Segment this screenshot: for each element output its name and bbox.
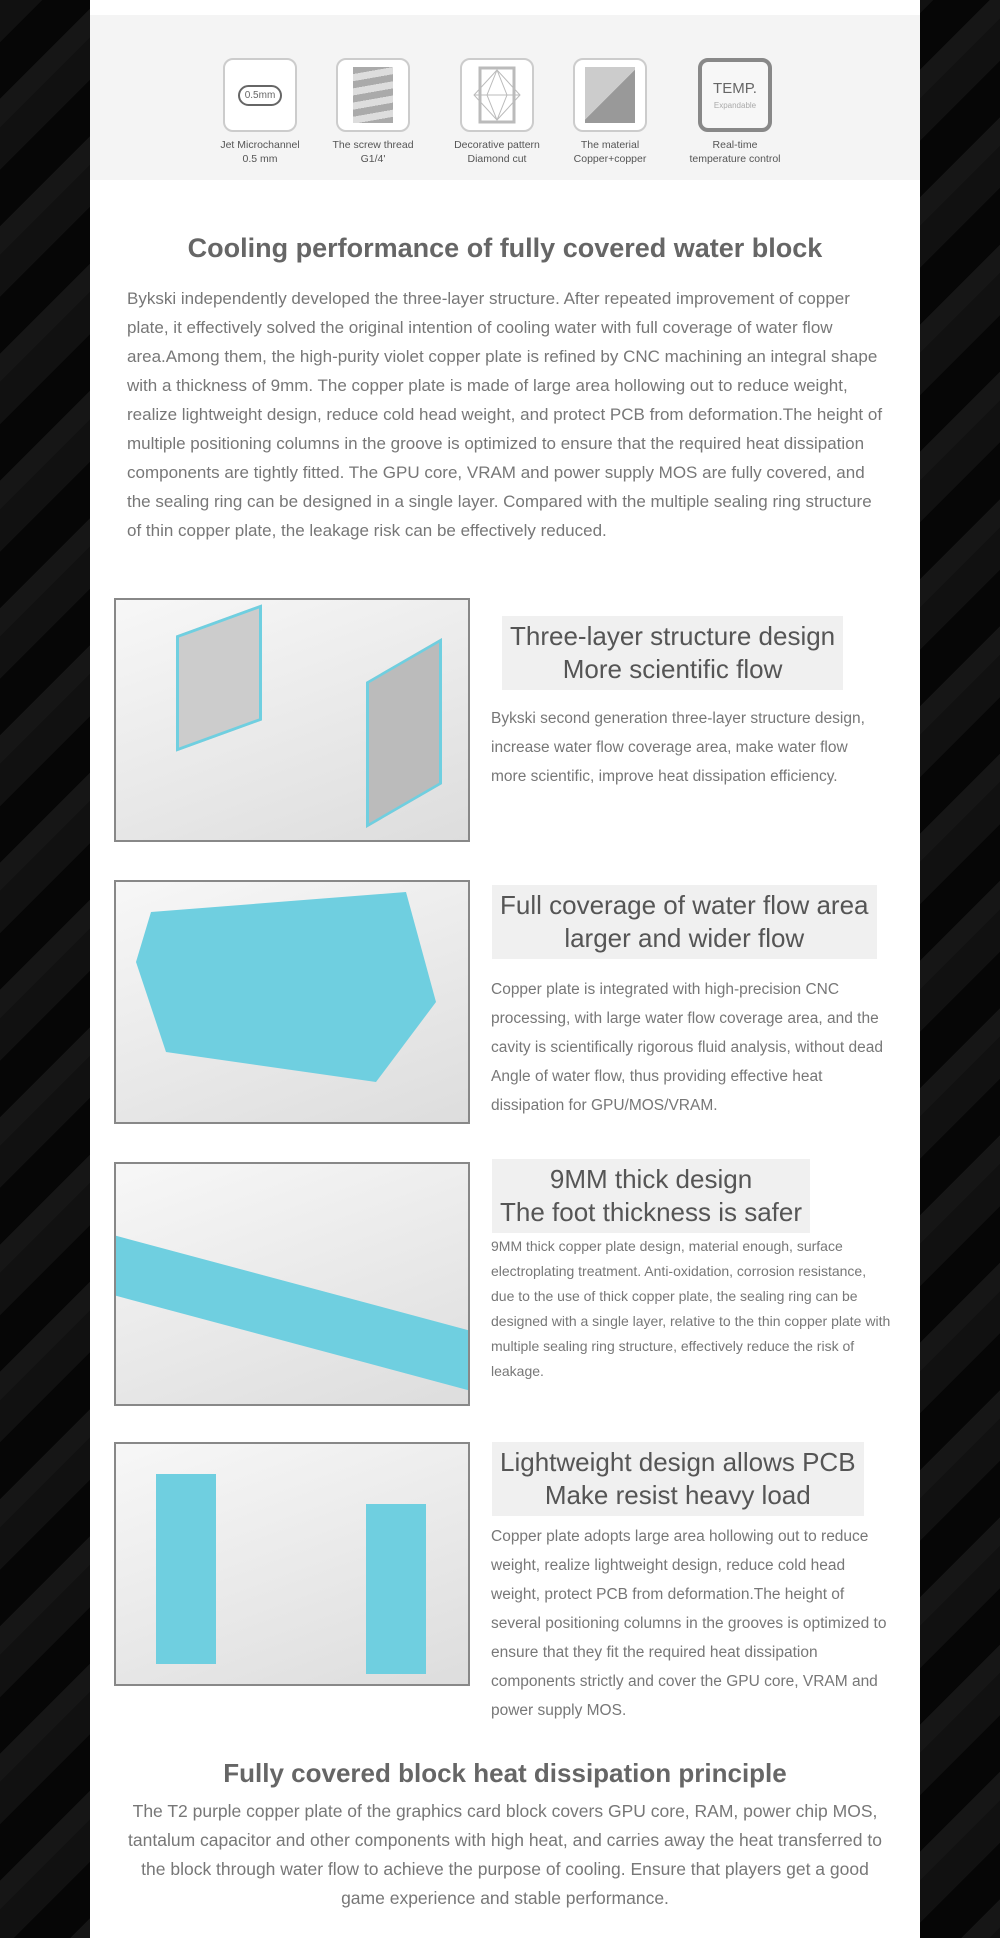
feature-screw-thread bbox=[308, 58, 438, 166]
three-layer-image bbox=[114, 598, 470, 842]
microchannel-badge: 0.5mm bbox=[238, 85, 283, 106]
material-icon bbox=[573, 58, 647, 132]
section-3-text: 9MM thick copper plate design, material enough, surface electroplating treatment. Anti-oxidation, corrosion resistance, due to the use of thick copper plate, the sealing ring can be designed with a single layer, relative to the thin copper plate with multiple sealing ring structure, effectively reduce the risk of leakage. bbox=[491, 1238, 891, 1379]
feature-sublabel: Diamond cut bbox=[467, 153, 527, 165]
title-line: Three-layer structure design bbox=[510, 621, 836, 651]
feature-diamond-cut bbox=[432, 58, 562, 166]
section-1-title bbox=[502, 616, 843, 690]
temp-badge-sub: Expandable bbox=[713, 101, 757, 110]
lightweight-image bbox=[114, 1442, 470, 1686]
title-line: More scientific flow bbox=[562, 654, 783, 684]
feature-sublabel: Copper+copper bbox=[573, 153, 647, 165]
section-2-text: Copper plate is integrated with high-precision CNC processing, with large water flow coverage area, and the cavity is scientifically rigorous fluid analysis, without dead Angle of water flow, thus providing effective heat dissipation for GPU/MOS/VRAM. bbox=[491, 981, 883, 1114]
feature-label: The material bbox=[580, 139, 640, 151]
section-1-text: Bykski second generation three-layer structure design, increase water flow coverage area, make water flow more scientific, improve heat dissipation efficiency. bbox=[491, 710, 865, 785]
title-line: The foot thickness is safer bbox=[500, 1197, 803, 1227]
principle-title: Fully covered block heat dissipation principle bbox=[223, 1758, 787, 1788]
content-panel bbox=[90, 0, 920, 1938]
diamond-icon bbox=[460, 58, 534, 132]
title-line: Lightweight design allows PCB bbox=[500, 1447, 856, 1477]
feature-material bbox=[545, 58, 675, 166]
feature-label: Real-time bbox=[712, 139, 758, 151]
thick-plate-image bbox=[114, 1162, 470, 1406]
principle-text: The T2 purple copper plate of the graphics card block covers GPU core, RAM, power chip MOS, tantalum capacitor and other components with high heat, and carries away the heat transferred to the block through water flow to achieve the purpose of cooling. Ensure that players get a good game experience and stable performance. bbox=[128, 1801, 882, 1908]
section-4-text: Copper plate adopts large area hollowing out to reduce weight, realize lightweight design, reduce cold head weight, protect PCB from deformation.The height of several positioning columns in the grooves is optimized to ensure that they fit the required heat dissipation components strictly and cover the GPU core, VRAM and power supply MOS. bbox=[491, 1528, 887, 1719]
feature-label: Decorative pattern bbox=[454, 139, 540, 151]
temp-badge: TEMP. bbox=[713, 80, 757, 97]
title-line: Full coverage of water flow area bbox=[500, 890, 869, 920]
water-flow-image bbox=[114, 880, 470, 1124]
feature-sublabel: temperature control bbox=[689, 153, 781, 165]
section-3-title bbox=[492, 1159, 810, 1233]
section-2-title bbox=[492, 885, 877, 959]
section-4-title bbox=[492, 1442, 864, 1516]
feature-temperature bbox=[670, 58, 800, 166]
feature-band bbox=[90, 15, 920, 180]
intro-title: Cooling performance of fully covered water block bbox=[187, 233, 823, 263]
title-line: larger and wider flow bbox=[564, 923, 805, 953]
feature-label: Jet Microchannel bbox=[220, 139, 300, 151]
feature-label: The screw thread bbox=[332, 139, 414, 151]
feature-sublabel: G1/4' bbox=[360, 153, 386, 165]
microchannel-icon bbox=[223, 58, 297, 132]
title-line: Make resist heavy load bbox=[544, 1480, 811, 1510]
intro-text: Bykski independently developed the three-layer structure. After repeated improvement of copper plate, it effectively solved the original intention of cooling water with full coverage of water flow area.Among them, the high-purity violet copper plate is refined by CNC machining an integral shape with a thickness of 9mm. The copper plate is made of large area hollowing out to reduce weight, realize lightweight design, reduce cold head weight, and protect PCB from deformation.The height of multiple positioning columns in the groove is optimized to ensure that the required heat dissipation components are tightly fitted. The GPU core, VRAM and power supply MOS are fully covered, and the sealing ring can be designed in a single layer. Compared with the multiple sealing ring structure of thin copper plate, the leakage risk can be effectively reduced. bbox=[127, 289, 883, 540]
feature-microchannel bbox=[195, 58, 325, 166]
title-line: 9MM thick design bbox=[549, 1164, 753, 1194]
feature-sublabel: 0.5 mm bbox=[242, 153, 278, 165]
temperature-icon bbox=[698, 58, 772, 132]
screw-thread-icon bbox=[336, 58, 410, 132]
